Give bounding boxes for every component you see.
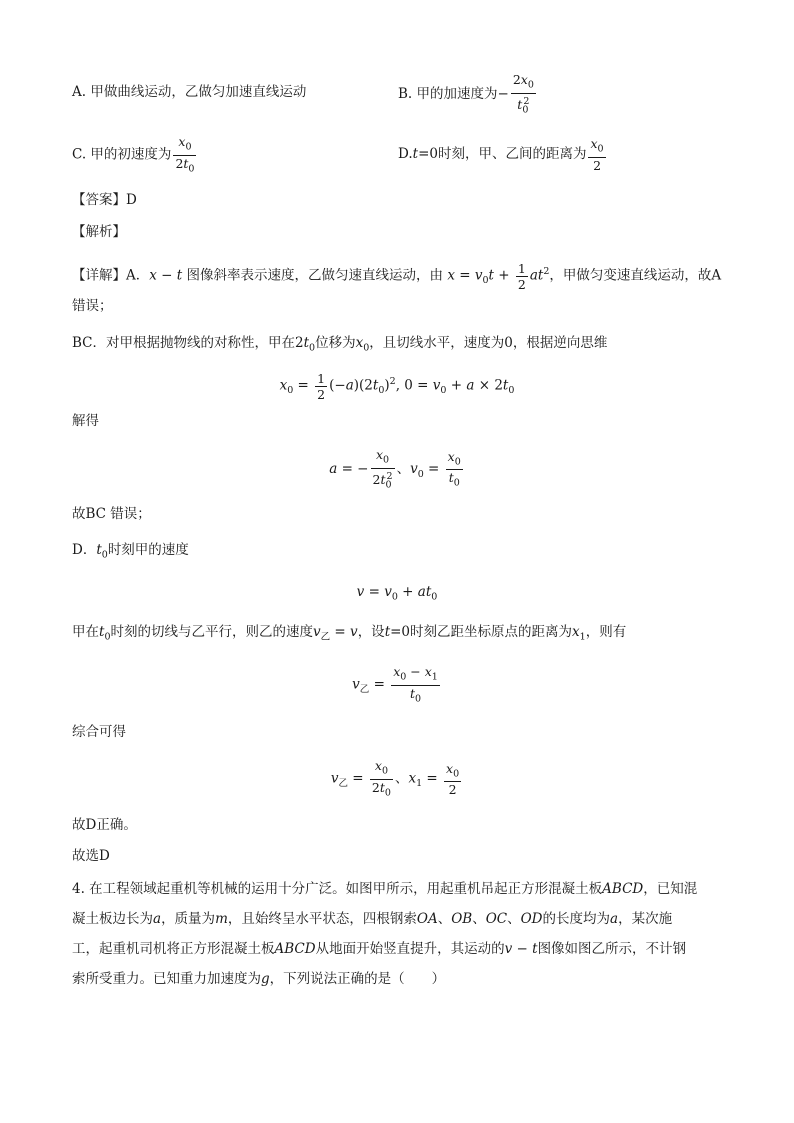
option-c: C. 甲的初速度为 $\frac{x_0}{2t_0}$ (72, 134, 195, 174)
parallel-line: 甲在$t_0$时刻的切线与乙平行，则乙的速度$v_乙 = v$，设t=0时刻乙距坐标原点的距离为$x_1$，则有 (72, 624, 627, 643)
q4-line-4: 索所受重力。已知重力加速度为g，下列说法正确的是（ ） (72, 971, 446, 987)
option-b: B. 甲的加速度为− $\frac{2x_0}{t_0^2}$ (398, 72, 534, 116)
combine-label: 综合可得 (72, 724, 126, 740)
choose-d: 故选D (72, 848, 110, 864)
fraction-2x0-over-t0sq: $\frac{2x_0}{t_0^2}$ (512, 72, 534, 116)
bc-wrong: 故BC 错误； (72, 506, 151, 522)
bc-line: BC．对甲根据抛物线的对称性，甲在$2t_0$位移为$x_0$，且切线水平，速度为0，根据逆向思维 (72, 335, 608, 354)
fraction-x0-over-2: $\frac{x_0}{2}$ (590, 136, 604, 173)
equation-5: $v_乙$ = $\frac{x_0}{2t_0}$ 、$x_1$ = $\frac{x_0}{2}$ (330, 758, 460, 798)
detail-line-1: 【详解】A．x − t 图像斜率表示速度，乙做匀速直线运动，由 $x = v_0t$ + $\frac{1}{2}$ $at^2$，甲做匀变速直线运动，故A (72, 260, 722, 292)
detail-line-2: 错误； (72, 298, 113, 314)
q4-line-3: 工，起重机司机将正方形混凝土板ABCD从地面开始竖直提升，其运动的v − t图像如图乙所示，不计钢 (72, 941, 687, 957)
q4-line-1: 4. 在工程领域起重机等机械的运用十分广泛。如图甲所示，用起重机吊起正方形混凝土板ABCD，已知混 (72, 881, 698, 897)
q4-line-2: 凝土板边长为a，质量为m，且始终呈水平状态，四根钢索OA、OB、OC、OD的长度均为a，某次施 (72, 911, 673, 927)
option-d: D.t=0时刻，甲、乙间的距离为 $\frac{x_0}{2}$ (398, 136, 604, 173)
fraction-x0-over-2t0: $\frac{x_0}{2t_0}$ (175, 134, 195, 174)
equation-3: $v = v_0 + at_0$ (356, 584, 438, 603)
solve-label: 解得 (72, 413, 99, 429)
d-line: D．$t_0$时刻甲的速度 (72, 542, 189, 561)
option-a: A. 甲做曲线运动，乙做匀加速直线运动 (72, 84, 307, 100)
equation-2: a = − $\frac{x_0}{2t_0^2}$ 、$v_0$ = $\frac{x_0}{t_0}$ (329, 447, 461, 491)
answer-label: 【答案】D (72, 192, 137, 208)
analysis-label: 【解析】 (72, 224, 126, 240)
equation-1: $x_0$ = $\frac{1}{2}$ $(-a)(2t_0)^2$, $0 = v_0 + a \times 2t_0$ (279, 370, 515, 402)
equation-4: $v_乙$ = $\frac{x_0 - x_1}{t_0}$ (352, 664, 438, 704)
d-correct: 故D正确。 (72, 817, 137, 833)
